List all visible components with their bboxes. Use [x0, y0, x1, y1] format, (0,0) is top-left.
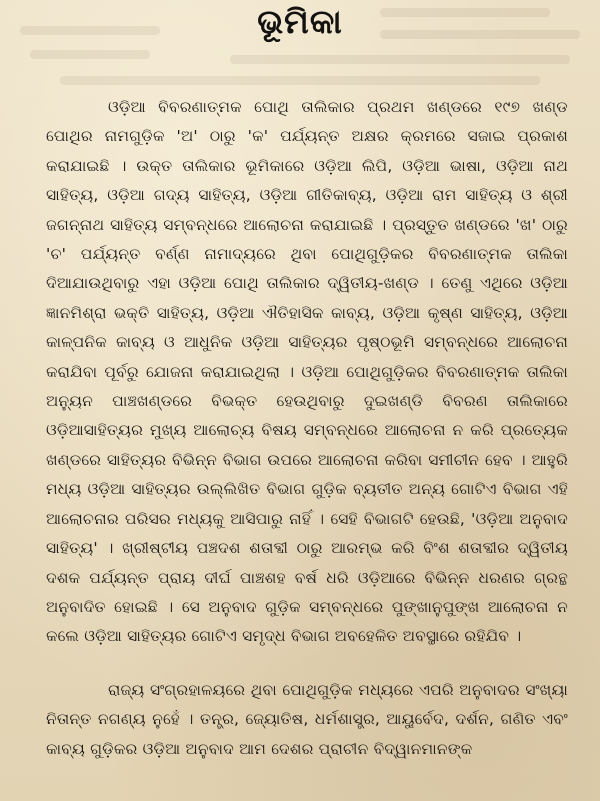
paragraph-2: ରାଜ୍ୟ ସଂଗ୍ରହାଳୟରେ ଥିବା ପୋଥିଗୁଡ଼ିକ ମଧ୍ୟରେ ଏପରି ଅନୁବାଦର ସଂଖ୍ୟା ନିତାନ୍ତ ନଗଣ୍ୟ ନୁହେଁ । ତନ୍ତ୍ର, ଜ୍ୟୋତିଷ, ଧର୍ମଶାସ୍ତ୍ର, ଆୟୁର୍ବେଦ, ଦର୍ଶନ, ଗଣିତ ଏବଂ କାବ୍ୟ ଗୁଡ଼ିକର ଓଡ଼ିଆ ଅନୁବାଦ ଆମ ଦେଶର ପ୍ରାଚୀନ ବିଦ୍ୱାନମାନଙ୍କ: [46, 680, 568, 758]
paragraph-1: ଓଡ଼ିଆ ବିବରଣାତ୍ମକ ପୋଥି ତାଲିକାର ପ୍ରଥମ ଖଣ୍ଡରେ ୧୯୭ ଖଣ୍ଡ ପୋଥିର ନାମଗୁଡ଼ିକ 'ଅ' ଠାରୁ 'କ' ପର୍ଯ୍ୟନ୍ତ ଅକ୍ଷର କ୍ରମରେ ସଜାଇ ପ୍ରକାଶ କରାଯାଇଛି । ଉକ୍ତ ତାଲିକାର ଭୂମିକାରେ ଓଡ଼ିଆ ଲିପି, ଓଡ଼ିଆ ଭାଷା, ଓଡ଼ିଆ ନାଥ ସାହିତ୍ୟ, ଓଡ଼ିଆ ଗଦ୍ୟ ସାହିତ୍ୟ, ଓଡ଼ିଆ ଗୀତିକାବ୍ୟ, ଓଡ଼ିଆ ରାମ ସାହିତ୍ୟ ଓ ଶ୍ରୀ ଜଗନ୍ନାଥ ସାହିତ୍ୟ ସମ୍ବନ୍ଧରେ ଆଲୋଚନା କରାଯାଇଛି । ପ୍ରସ୍ତୁତ ଖଣ୍ଡରେ 'ଖ' ଠାରୁ 'ଚ' ପର୍ଯ୍ୟନ୍ତ ବର୍ଣ୍ଣ ନାମାଦ୍ୟରେ ଥିବା ପୋଥିଗୁଡ଼ିକର ବିବରଣାତ୍ମକ ତାଲିକା ଦିଆଯାଉଥିବାରୁ ଏହା ଓଡ଼ିଆ ପୋଥି ତାଲିକାର ଦ୍ୱିତୀୟ-ଖଣ୍ଡ । ତେଣୁ ଏଥିରେ ଓଡ଼ିଆ ଜ୍ଞାନମିଶ୍ରା ଭକ୍ତି ସାହିତ୍ୟ, ଓଡ଼ିଆ ଐତିହାସିକ କାବ୍ୟ, ଓଡ଼ିଆ କୃଷ୍ଣ ସାହିତ୍ୟ, ଓଡ଼ିଆ କାଳ୍ପନିକ କାବ୍ୟ ଓ ଆଧୁନିକ ଓଡ଼ିଆ ସାହିତ୍ୟର ପୃଷ୍ଠଭୂମି ସମ୍ବନ୍ଧରେ ଆଲୋଚନା କରାଯିବା ପୂର୍ବରୁ ଯୋଜନା କରାଯାଇଥିଲା । ଓଡ଼ିଆ ପୋଥିଗୁଡ଼ିକର ବିବରଣାତ୍ମକ ତାଲିକା ଅନ୍ୟୁନ ପାଞ୍ଚଖଣ୍ଡରେ ବିଭକ୍ତ ହେଉଥିବାରୁ ଦୁଇଖଣ୍ଡି ବିବରଣ ତାଲିକାରେ ଓଡ଼ିଆସାହିତ୍ୟର ମୁଖ୍ୟ ଆଲୋଚ୍ୟ ବିଷୟ ସମ୍ବନ୍ଧରେ ଆଲୋଚନା ନ କରି ପ୍ରତ୍ୟେକ ଖଣ୍ଡରେ ସାହିତ୍ୟର ବିଭିନ୍ନ ବିଭାଗ ଉପରେ ଆଲୋଚନା କରିବା ସମୀଚୀନ ହେବ । ଆହୁରି ମଧ୍ୟ ଓଡ଼ିଆ ସାହିତ୍ୟର ଉଲ୍ଲିଖିତ ବିଭାଗ ଗୁଡ଼ିକ ବ୍ୟତୀତ ଅନ୍ୟ ଗୋଟିଏ ବିଭାଗ ଏହି ଆଲୋଚନାର ପରିସର ମଧ୍ୟକୁ ଆସିପାରୁ ନାହିଁ । ସେହି ବିଭାଗଟି ହେଉଛି, 'ଓଡ଼ିଆ ଅନୁବାଦ ସାହିତ୍ୟ' । ଖ୍ରୀଷ୍ଟୀୟ ପଞ୍ଚଦଶ ଶତାବ୍ଦୀ ଠାରୁ ଆରମ୍ଭ କରି ବିଂଶ ଶତାବ୍ଦୀର ଦ୍ୱିତୀୟ ଦଶକ ପର୍ଯ୍ୟନ୍ତ ପ୍ରାୟ ଦୀର୍ଘ ପାଞ୍ଚଶହ ବର୍ଷ ଧରି ଓଡ଼ିଆରେ ବିଭିନ୍ନ ଧରଣର ଗ୍ରନ୍ଥ ଅନୁବାଦିତ ହୋଇଛି । ସେ ଅନୁବାଦ ଗୁଡ଼ିକ ସମ୍ବନ୍ଧରେ ପୁଙ୍ଖାନୁପୁଙ୍ଖ ଆଲୋଚନା ନ କଲେ ଓଡ଼ିଆ ସାହିତ୍ୟର ଗୋଟିଏ ସମୃଦ୍ଧ ବିଭାଗ ଅବହେଳିତ ଅବସ୍ଥାରେ ରହିଯିବ ।: [46, 98, 568, 646]
page-title: ଭୂମିକା: [257, 2, 343, 41]
body-text: [46, 93, 568, 764]
